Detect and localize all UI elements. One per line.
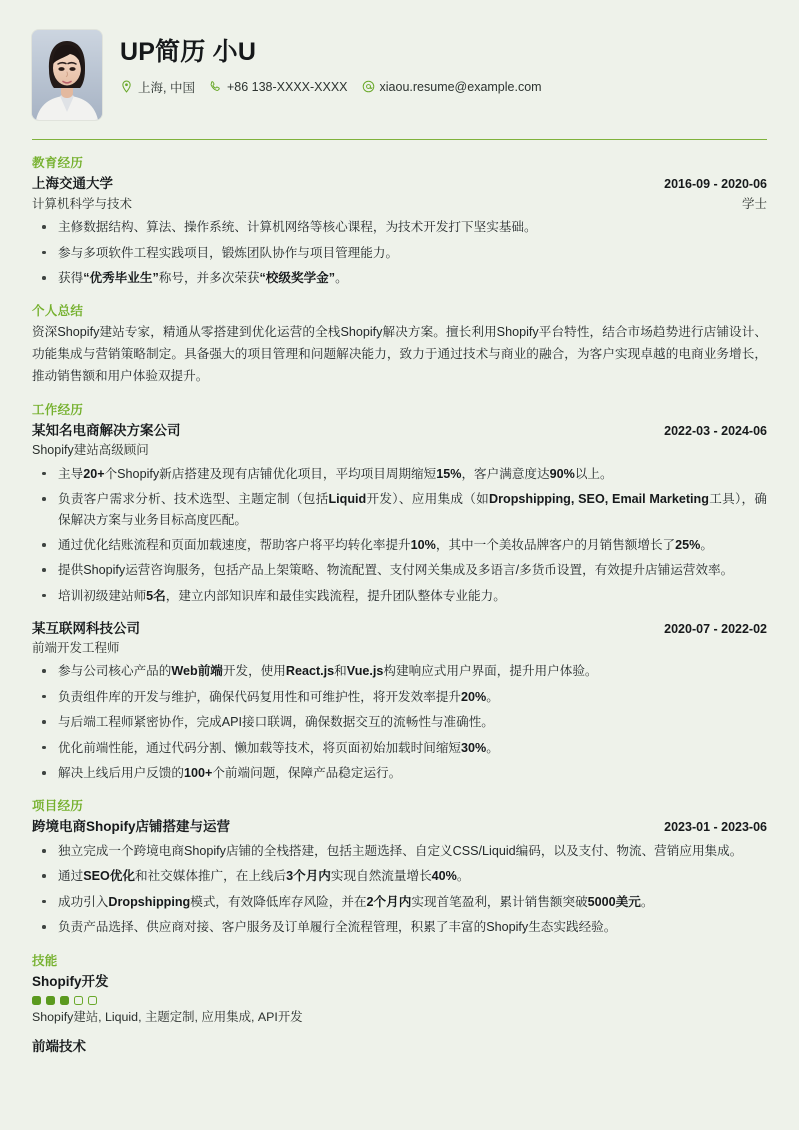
entry-subhead xyxy=(32,194,767,214)
bullet-list xyxy=(32,841,767,938)
section-work xyxy=(32,400,767,783)
bullet-list xyxy=(32,661,767,783)
entry-organization: 某知名电商解决方案公司 xyxy=(32,423,181,439)
entry-date-range: 2016-09 - 2020-06 xyxy=(664,177,767,191)
header-divider xyxy=(32,139,767,140)
entry-role: Shopify建站高级顾问 xyxy=(32,443,149,458)
skill-dot-empty xyxy=(88,996,97,1005)
entry-subhead xyxy=(32,441,767,460)
contact-location xyxy=(120,78,195,96)
section-title-education: 教育经历 xyxy=(32,156,84,170)
resume-header xyxy=(32,30,767,120)
entry xyxy=(32,421,767,606)
skill-block xyxy=(32,1037,767,1057)
bullet-item: 负责产品选择、供应商对接、客户服务及订单履行全流程管理，积累了丰富的Shopify生态实践经验。 xyxy=(32,917,767,937)
entry-role: 计算机科学与技术 xyxy=(32,196,133,211)
skill-name: 前端技术 xyxy=(32,1038,86,1054)
entry-head xyxy=(32,174,767,194)
bullet-item: 负责客户需求分析、技术选型、主题定制（包括Liquid开发）、应用集成（如Dropshipping, SEO, Email Marketing工具），确保解决方案与业务目标高度匹配。 xyxy=(32,489,767,530)
identity-block xyxy=(120,30,542,96)
entry-date-range: 2023-01 - 2023-06 xyxy=(664,820,767,835)
summary-paragraph: 资深Shopify建站专家，精通从零搭建到优化运营的全栈Shopify解决方案。擅长利用Shopify平台特性，结合市场趋势进行店铺设计、功能集成与营销策略制定。具备强大的项目管理和问题解决能力，致力于通过技术与商业的融合，为客户实现卓越的电商业务增长，推动销售额和用户体验双提升。 xyxy=(32,325,767,383)
email-at-icon xyxy=(362,80,375,93)
contact-phone xyxy=(209,80,348,94)
phone-icon xyxy=(209,80,222,93)
skill-name: Shopify开发 xyxy=(32,973,109,989)
entry-subhead xyxy=(32,639,767,658)
resume-body xyxy=(32,153,767,1057)
bullet-list xyxy=(32,217,767,288)
entry-role: 前端开发工程师 xyxy=(32,640,120,655)
skill-tags: Shopify建站, Liquid, 主题定制, 应用集成, API开发 xyxy=(32,1009,303,1024)
section-summary xyxy=(32,301,767,387)
skill-block xyxy=(32,972,767,1027)
section-education xyxy=(32,153,767,288)
bullet-item: 通过优化结账流程和页面加载速度，帮助客户将平均转化率提升10%，其中一个美妆品牌客户的月销售额增长了25%。 xyxy=(32,535,767,555)
contact-email-text: xiaou.resume@example.com xyxy=(379,79,542,94)
section-title-summary: 个人总结 xyxy=(32,304,84,319)
skill-dot-filled xyxy=(46,996,55,1005)
bullet-item: 主导20+个Shopify新店搭建及现有店铺优化项目，平均项目周期缩短15%，客户满意度达90%以上。 xyxy=(32,464,767,484)
skill-dot-filled xyxy=(60,996,69,1005)
candidate-name: UP简历 小U xyxy=(120,38,257,66)
entry-head xyxy=(32,421,767,441)
skill-dot-empty xyxy=(74,996,83,1005)
bullet-item: 与后端工程师紧密协作，完成API接口联调，确保数据交互的流畅性与准确性。 xyxy=(32,712,767,732)
bullet-item: 参与公司核心产品的Web前端开发，使用React.js和Vue.js构建响应式用户界面，提升用户体验。 xyxy=(32,661,767,681)
skill-level-dots xyxy=(32,996,767,1005)
entry xyxy=(32,619,767,783)
bullet-item: 参与多项软件工程实践项目，锻炼团队协作与项目管理能力。 xyxy=(32,243,767,263)
entry xyxy=(32,817,767,937)
section-title-work: 工作经历 xyxy=(32,403,84,418)
entry-head xyxy=(32,619,767,639)
entry-organization: 上海交通大学 xyxy=(32,176,113,191)
bullet-item: 提供Shopify运营咨询服务，包括产品上架策略、物流配置、支付网关集成及多语言/多货币设置，有效提升店铺运营效率。 xyxy=(32,560,767,580)
bullet-item: 优化前端性能，通过代码分割、懒加载等技术，将页面初始加载时间缩短30%。 xyxy=(32,738,767,758)
entry-organization: 跨境电商Shopify店铺搭建与运营 xyxy=(32,819,230,835)
contact-list xyxy=(120,78,542,96)
bullet-item: 负责组件库的开发与维护，确保代码复用性和可维护性，将开发效率提升20%。 xyxy=(32,687,767,707)
bullet-item: 培训初级建站师5名，建立内部知识库和最佳实践流程，提升团队整体专业能力。 xyxy=(32,586,767,606)
entry-date-range: 2020-07 - 2022-02 xyxy=(664,622,767,637)
contact-email xyxy=(362,80,542,94)
section-skills xyxy=(32,951,767,1058)
bullet-item: 解决上线后用户反馈的100+个前端问题，保障产品稳定运行。 xyxy=(32,763,767,783)
section-title-skills: 技能 xyxy=(32,953,58,968)
section-title-projects: 项目经历 xyxy=(32,799,84,814)
bullet-list xyxy=(32,464,767,606)
entry-organization: 某互联网科技公司 xyxy=(32,621,140,637)
contact-location-text: 上海, 中国 xyxy=(138,80,195,95)
bullet-item: 成功引入Dropshipping模式，有效降低库存风险，并在2个月内实现首笔盈利，累计销售额突破5000美元。 xyxy=(32,892,767,912)
entry-head xyxy=(32,817,767,837)
avatar xyxy=(32,30,102,120)
contact-phone-text: +86 138-XXXX-XXXX xyxy=(226,79,348,94)
bullet-item: 独立完成一个跨境电商Shopify店铺的全栈搭建，包括主题选择、自定义CSS/Liquid编码，以及支付、物流、营销应用集成。 xyxy=(32,841,767,861)
entry-degree: 学士 xyxy=(741,196,767,211)
entry xyxy=(32,174,767,288)
section-projects xyxy=(32,796,767,937)
location-pin-icon xyxy=(120,80,133,93)
entry-date-range: 2022-03 - 2024-06 xyxy=(664,424,767,439)
bullet-item: 主修数据结构、算法、操作系统、计算机网络等核心课程，为技术开发打下坚实基础。 xyxy=(32,217,767,237)
bullet-item: 通过SEO优化和社交媒体推广，在上线后3个月内实现自然流量增长40%。 xyxy=(32,866,767,886)
skill-dot-filled xyxy=(32,996,41,1005)
bullet-item: 获得“优秀毕业生”称号，并多次荣获“校级奖学金”。 xyxy=(32,268,767,288)
